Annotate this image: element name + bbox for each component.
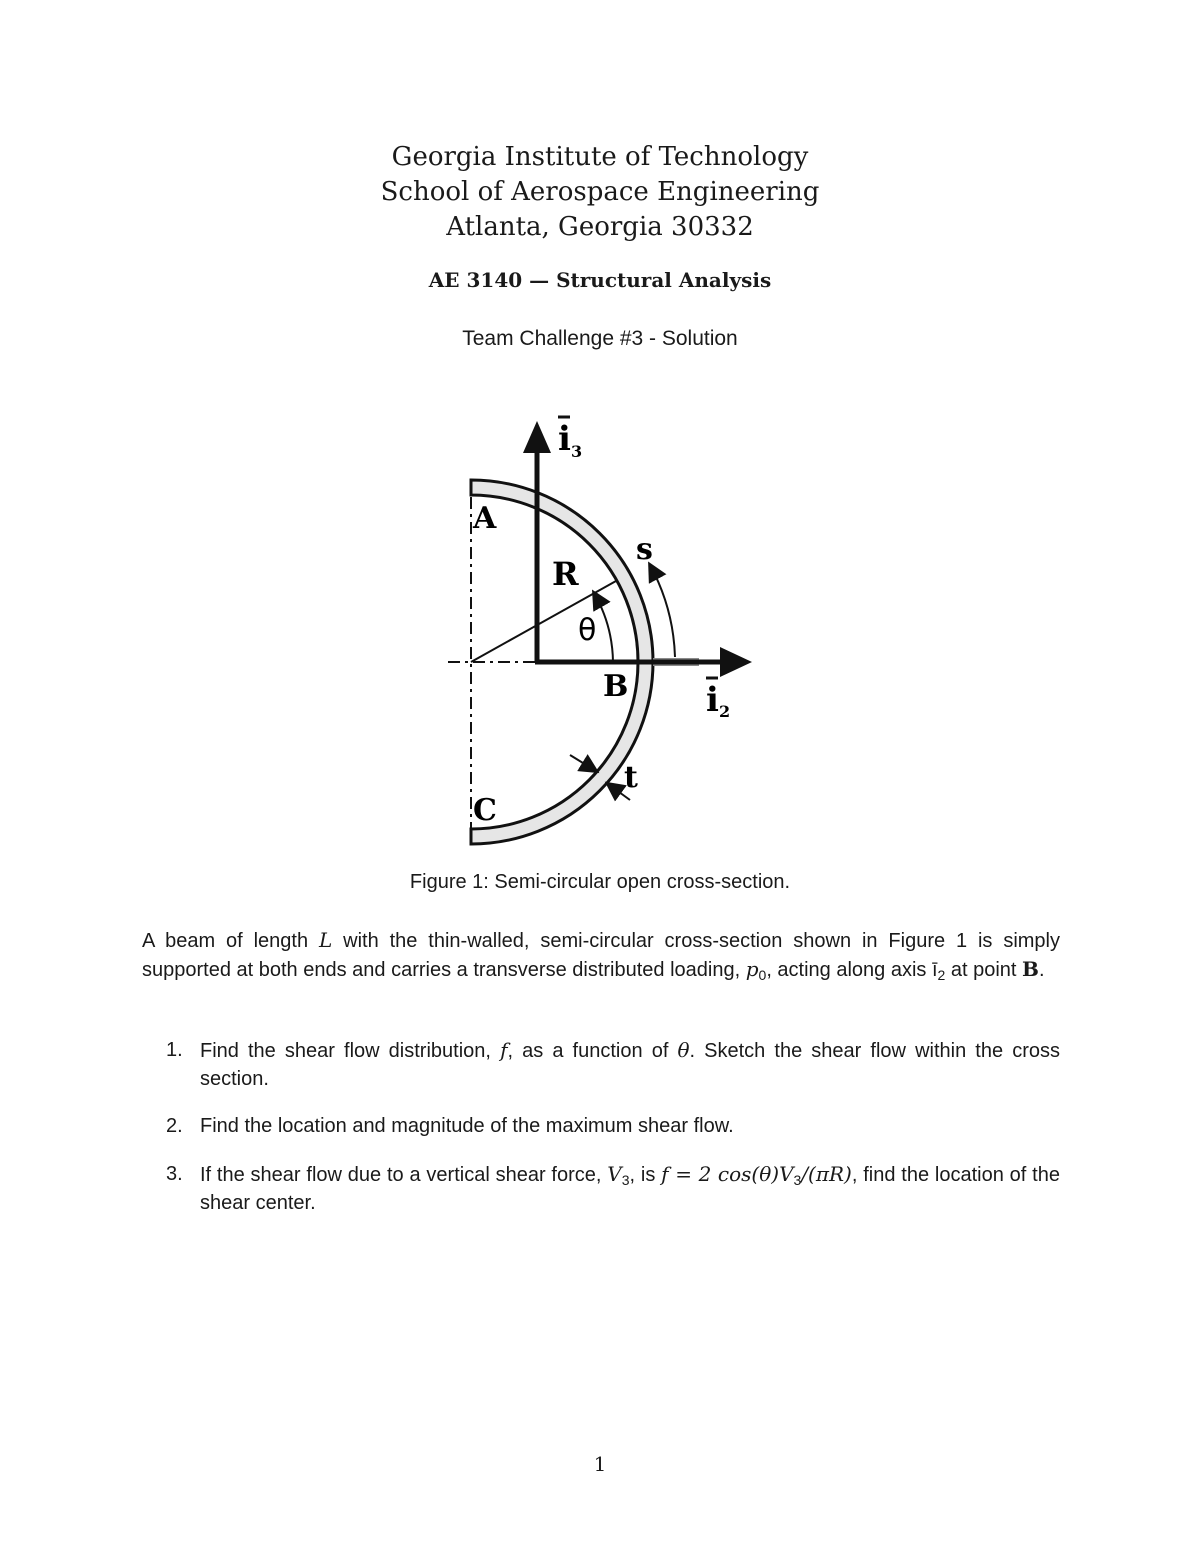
page-number: 1 <box>593 1452 607 1476</box>
list-item <box>142 1036 1060 1093</box>
shear-flow-equation: f = 2 cos(θ)V <box>661 1162 794 1186</box>
problem-statement <box>142 926 1060 984</box>
point-a-label: A <box>473 501 497 536</box>
axis-symbol: ī <box>931 959 938 981</box>
axis-i2-arrowhead <box>720 647 752 677</box>
point-c-label: C <box>473 793 497 828</box>
list-item-text <box>200 1036 1060 1093</box>
document-subtitle: Team Challenge #3 - Solution <box>462 327 738 350</box>
item3-text-3: , find the location of the shear center. <box>200 1164 1060 1214</box>
address: Atlanta, Georgia 30332 <box>446 212 754 242</box>
institute-name: Georgia Institute of Technology <box>391 142 809 172</box>
point-b-label: B <box>603 669 629 704</box>
cross-section-figure <box>430 405 770 855</box>
shear-force-symbol: V <box>607 1162 622 1186</box>
item3-text-2: , is <box>629 1164 662 1186</box>
item3-text-1: If the shear flow due to a vertical shear force, <box>200 1164 608 1186</box>
cross-section-diagram <box>430 405 770 855</box>
problem-text-1: A beam of length <box>142 930 319 952</box>
item1-text-3: . Sketch the shear flow within the cross section. <box>200 1040 1060 1090</box>
axis-i3-label: i <box>558 419 571 459</box>
problem-text-2: with the thin-walled, semi-circular cross-section shown in Figure 1 is simply supported at both ends and carries a transverse distributed loading, <box>142 930 1060 981</box>
load-symbol: p <box>745 957 759 981</box>
figure-caption: Figure 1: Semi-circular open cross-section. <box>409 871 791 893</box>
equation-end: /(πR) <box>801 1162 852 1186</box>
arc-coordinate-arrow <box>650 565 675 657</box>
thickness-label: t <box>624 760 638 795</box>
problem-text-4: at point <box>945 959 1023 981</box>
list-item-text: Find the location and magnitude of the maximum shear flow. <box>200 1115 734 1137</box>
angle-arc <box>594 593 613 662</box>
axis-i2-label: i <box>706 680 719 720</box>
school-name: School of Aerospace Engineering <box>380 177 820 207</box>
list-item-number: 2. <box>166 1115 183 1137</box>
theta-symbol: θ <box>677 1038 690 1062</box>
axis-subscript: 2 <box>937 967 946 983</box>
problem-text-3: , acting along axis <box>766 959 932 981</box>
course-title: AE 3140 — Structural Analysis <box>428 268 772 292</box>
angle-label: θ <box>578 613 597 648</box>
shear-force-subscript: 3 <box>621 1172 630 1188</box>
axis-i3-arrowhead <box>523 421 551 453</box>
equation-subscript: 3 <box>793 1172 802 1188</box>
thickness-arrow-inner <box>570 755 596 771</box>
load-subscript: 0 <box>758 967 767 983</box>
item1-text-2: , as a function of <box>507 1040 678 1062</box>
item1-text-1: Find the shear flow distribution, <box>200 1040 501 1062</box>
axis-i2-subscript: 2 <box>719 702 731 721</box>
beam-length-symbol: L <box>318 928 333 952</box>
list-item <box>142 1112 1060 1140</box>
radius-label: R <box>552 555 579 593</box>
axis-i3-subscript: 3 <box>571 442 583 461</box>
list-item-text <box>200 1160 1060 1217</box>
arc-coordinate-label: s <box>636 532 653 567</box>
problem-text-5: . <box>1038 959 1045 981</box>
list-item-number: 3. <box>166 1163 183 1185</box>
list-item <box>142 1160 1060 1217</box>
shear-flow-symbol: f <box>500 1038 508 1062</box>
list-item-number: 1. <box>166 1039 183 1061</box>
point-b-symbol: B <box>1022 957 1039 981</box>
